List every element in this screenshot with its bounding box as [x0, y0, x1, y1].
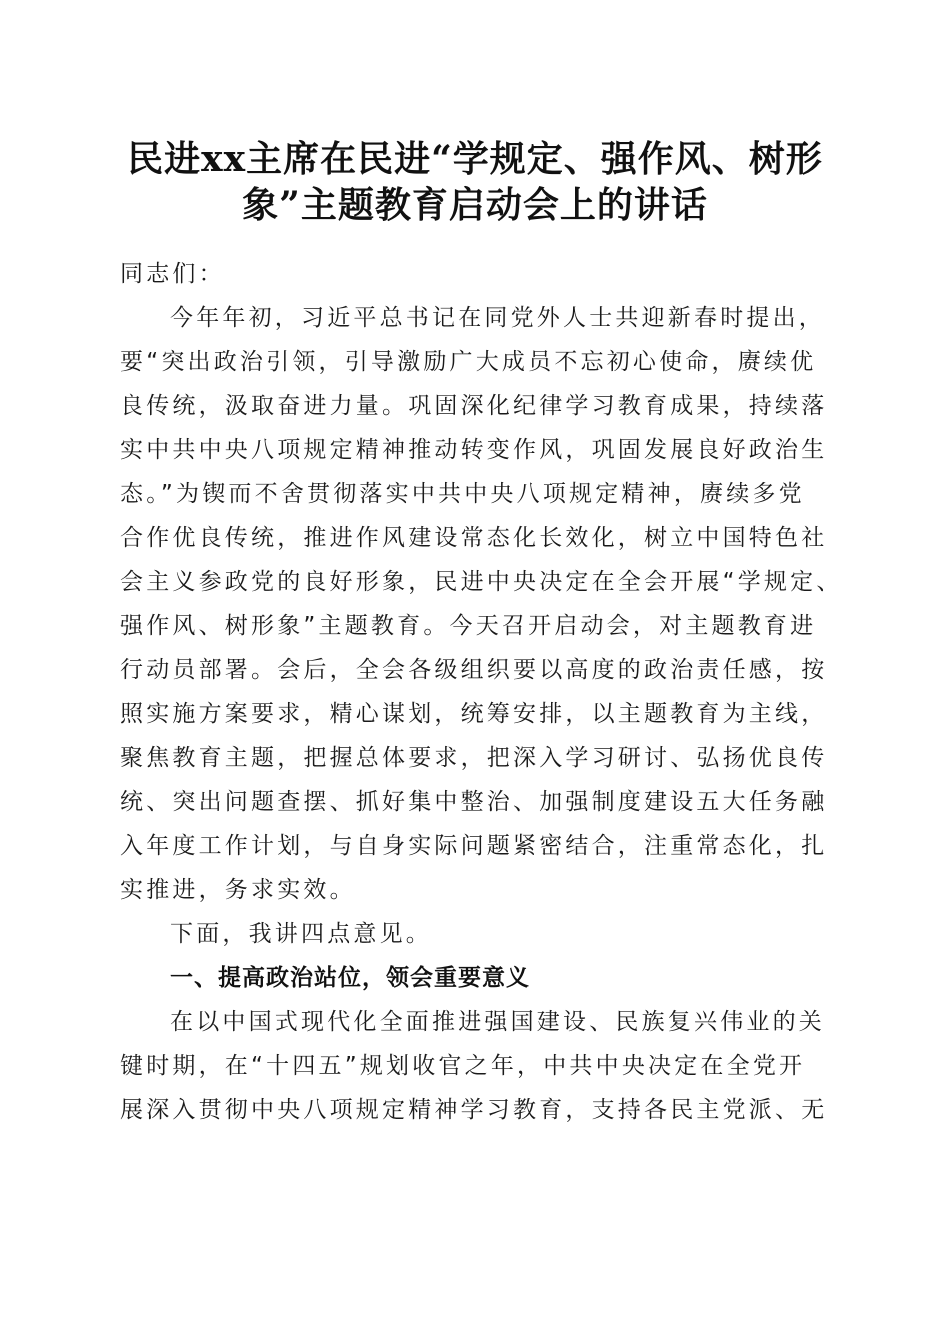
salutation: 同志们：: [120, 261, 225, 287]
paragraph-line: 实中共中央八项规定精神推动转变作风，巩固发展良好政治生: [120, 437, 828, 463]
paragraph-line: 态。”为锲而不舍贯彻落实中共中央八项规定精神，赓续多党: [120, 481, 805, 507]
paragraph-line: 行动员部署。会后，全会各级组织要以高度的政治责任感，按: [120, 657, 828, 683]
title-line: 象”主题教育启动会上的讲话: [242, 184, 708, 226]
document-title: [100, 136, 850, 228]
section-heading: 一、提高政治站位，领会重要意义: [170, 965, 530, 991]
paragraph-line: 键时期，在“十四五”规划收官之年，中共中央决定在全党开: [120, 1053, 806, 1079]
paragraph-line: 统、突出问题查摆、抓好集中整治、加强制度建设五大任务融: [120, 789, 828, 815]
paragraph-line: 合作优良传统，推进作风建设常态化长效化，树立中国特色社: [120, 525, 828, 551]
paragraph-line: 强作风、树形象”主题教育。今天召开启动会，对主题教育进: [120, 613, 817, 639]
paragraph-line: 展深入贯彻中央八项规定精神学习教育，支持各民主党派、无: [120, 1097, 828, 1123]
paragraph-line: 入年度工作计划，与自身实际问题紧密结合，注重常态化，扎: [120, 833, 828, 859]
paragraph-line: 在以中国式现代化全面推进强国建设、民族复兴伟业的关: [170, 1009, 825, 1035]
paragraph-line: 会主义参政党的良好形象，民进中央决定在全会开展“学规定、: [120, 569, 843, 595]
paragraph-line: 照实施方案要求，精心谋划，统筹安排，以主题教育为主线，: [120, 701, 828, 727]
paragraph-line: 要“突出政治引领，引导激励广大成员不忘初心使命，赓续优: [120, 349, 817, 375]
paragraph-line: 良传统，汲取奋进力量。巩固深化纪律学习教育成果，持续落: [120, 393, 828, 419]
title-line: 民进xx主席在民进“学规定、强作风、树形: [127, 138, 823, 180]
paragraph-line: 聚焦教育主题，把握总体要求，把深入学习研讨、弘扬优良传: [120, 745, 828, 771]
paragraph-line: 今年年初，习近平总书记在同党外人士共迎新春时提出，: [170, 305, 825, 331]
document-body: [120, 252, 843, 1132]
paragraph-line: 实推进，务求实效。: [120, 877, 356, 903]
paragraph-line: 下面，我讲四点意见。: [170, 921, 432, 947]
